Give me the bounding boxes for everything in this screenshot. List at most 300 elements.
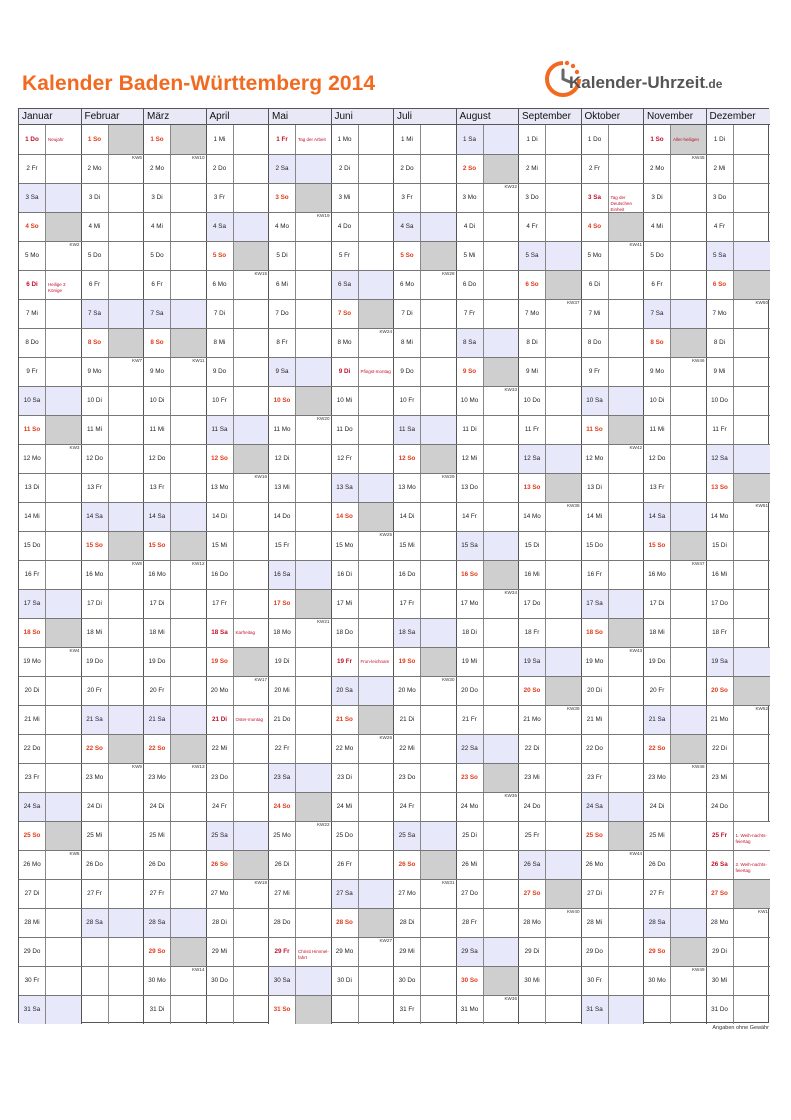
day-label: 28 Sa	[148, 918, 166, 926]
day-cell	[519, 589, 545, 618]
day-cell	[332, 647, 358, 676]
day-cell	[144, 821, 170, 850]
day-label: 2 Mi	[713, 164, 726, 172]
day-label: 19 So	[398, 657, 416, 665]
day-label: 26 Mo	[23, 860, 41, 868]
day-note	[233, 357, 270, 386]
day-cell	[82, 676, 108, 705]
logo-name: Kalender-Uhrzeit	[569, 73, 706, 92]
day-cell	[19, 183, 45, 212]
day-note	[670, 676, 707, 705]
day-cell	[207, 357, 233, 386]
day-note	[170, 734, 207, 763]
day-label: 6 Mo	[400, 280, 414, 288]
day-label: 31 Di	[149, 1005, 165, 1013]
day-label: 20 Do	[461, 686, 478, 694]
month-header: Mai	[269, 109, 332, 125]
day-note	[170, 270, 207, 299]
day-cell	[457, 183, 483, 212]
day-note	[608, 531, 645, 560]
day-cell	[332, 966, 358, 995]
day-label: 24 Di	[649, 802, 665, 810]
day-note	[545, 647, 582, 676]
day-cell	[394, 879, 420, 908]
day-cell	[519, 705, 545, 734]
day-cell	[144, 328, 170, 357]
day-label: 27 Di	[587, 889, 602, 897]
day-cell	[394, 473, 420, 502]
week-number: KW44	[629, 851, 642, 856]
day-note	[170, 212, 207, 241]
day-label: 8 Di	[713, 338, 726, 346]
day-cell	[82, 589, 108, 618]
day-label: 19 Mo	[23, 657, 41, 665]
day-note	[670, 734, 707, 763]
day-cell	[19, 618, 45, 647]
day-note	[483, 676, 520, 705]
day-cell	[519, 676, 545, 705]
day-note	[45, 386, 82, 415]
day-cell	[332, 415, 358, 444]
day-note	[670, 386, 707, 415]
day-note	[483, 792, 520, 821]
day-note	[420, 444, 457, 473]
day-note	[608, 154, 645, 183]
day-label: 5 Sa	[525, 251, 539, 259]
day-note	[733, 444, 771, 473]
day-label: 1 So	[650, 135, 664, 143]
day-label: 23 Mo	[148, 773, 166, 781]
day-cell	[144, 531, 170, 560]
day-label: 18 So	[586, 628, 603, 636]
day-cell	[707, 125, 733, 154]
day-label: 16 Fr	[587, 570, 602, 578]
day-note	[545, 415, 582, 444]
day-cell	[582, 473, 608, 502]
day-label: 29 Di	[712, 947, 727, 955]
day-note	[670, 357, 707, 386]
day-label: 7 Di	[401, 309, 413, 317]
day-cell	[269, 937, 295, 966]
day-cell	[457, 415, 483, 444]
day-note	[295, 560, 332, 589]
day-label: 20 Sa	[336, 686, 353, 694]
day-label: 10 Fr	[212, 396, 227, 404]
day-cell	[144, 154, 170, 183]
day-label: 14 Di	[212, 512, 227, 520]
day-cell	[19, 444, 45, 473]
day-note	[233, 589, 270, 618]
day-label: 1 So	[87, 135, 102, 143]
day-note	[420, 328, 457, 357]
day-note	[545, 821, 582, 850]
day-label: 28 Sa	[648, 918, 666, 926]
day-cell	[582, 676, 608, 705]
day-cell	[644, 676, 670, 705]
day-note	[108, 154, 145, 183]
day-label: 14 Do	[273, 512, 291, 520]
day-note	[483, 270, 520, 299]
day-label: 29 So	[648, 947, 666, 955]
day-label: 7 Mo	[525, 309, 539, 317]
day-note	[420, 473, 457, 502]
day-note	[170, 560, 207, 589]
day-cell	[332, 386, 358, 415]
day-label: 12 So	[398, 454, 416, 462]
day-cell	[269, 589, 295, 618]
day-label: 3 Fr	[213, 193, 226, 201]
day-label: 9 Mi	[526, 367, 538, 375]
day-cell	[207, 270, 233, 299]
day-note	[545, 676, 582, 705]
week-number: KW45	[691, 155, 705, 160]
day-cell	[457, 386, 483, 415]
day-note	[733, 995, 771, 1024]
day-label: 27 Sa	[336, 889, 353, 897]
day-note	[545, 763, 582, 792]
day-label: 13 Di	[587, 483, 602, 491]
day-label: 24 Mo	[460, 802, 479, 810]
day-cell	[644, 966, 670, 995]
day-cell	[457, 792, 483, 821]
day-label: 6 Sa	[338, 280, 351, 288]
day-cell	[19, 212, 45, 241]
day-note	[733, 647, 771, 676]
day-label: 3 Mi	[338, 193, 351, 201]
day-cell	[19, 589, 45, 618]
day-cell	[19, 328, 45, 357]
day-label: 10 Mi	[336, 396, 353, 404]
day-note	[295, 908, 332, 937]
day-note	[108, 473, 145, 502]
holiday-label: Fron-leichnam	[360, 658, 390, 664]
day-cell	[332, 328, 358, 357]
day-note	[608, 850, 645, 879]
day-note	[733, 618, 771, 647]
day-cell	[457, 966, 483, 995]
day-label: 19 Di	[274, 657, 290, 665]
day-label: 27 Di	[24, 889, 40, 897]
day-label: 4 So	[25, 222, 39, 230]
day-cell	[519, 183, 545, 212]
day-note	[295, 647, 332, 676]
day-cell	[82, 763, 108, 792]
day-note	[233, 299, 270, 328]
day-cell	[582, 560, 608, 589]
day-label: 31 Sa	[23, 1005, 41, 1013]
day-note	[233, 328, 270, 357]
day-note	[733, 154, 771, 183]
day-cell	[19, 125, 45, 154]
day-label: 15 Do	[23, 541, 41, 549]
day-label: 12 Mo	[585, 454, 604, 462]
day-cell	[707, 473, 733, 502]
day-label: 17 Fr	[399, 599, 415, 607]
day-cell	[394, 937, 420, 966]
holiday-label: Heilige 3 Könige	[48, 281, 66, 293]
day-note	[545, 908, 582, 937]
day-label: 20 Mi	[274, 686, 290, 694]
day-note	[170, 444, 207, 473]
day-note	[670, 299, 707, 328]
day-note	[45, 241, 82, 270]
day-label: 4 Mi	[151, 222, 163, 230]
day-cell	[582, 647, 608, 676]
day-label: 31 Fr	[399, 1005, 415, 1013]
day-note	[358, 908, 395, 937]
day-cell	[644, 531, 670, 560]
day-label: 23 Mo	[85, 773, 104, 781]
day-cell	[82, 734, 108, 763]
day-label: 16 Fr	[24, 570, 40, 578]
day-label: 27 Mo	[398, 889, 416, 897]
day-label: 5 Do	[650, 251, 664, 259]
day-label: 30 Fr	[24, 976, 40, 984]
day-label: 23 Mi	[524, 773, 540, 781]
day-label: 13 Fr	[149, 483, 165, 491]
day-label: 3 Fr	[401, 193, 413, 201]
day-label: 5 Mo	[587, 251, 602, 259]
day-cell	[269, 183, 295, 212]
day-note	[733, 676, 771, 705]
day-label: 9 Di	[338, 367, 351, 375]
day-note	[45, 560, 82, 589]
week-number: KW31	[441, 880, 455, 885]
day-label: 4 Sa	[213, 222, 226, 230]
day-cell	[394, 502, 420, 531]
day-note	[420, 560, 457, 589]
day-cell	[457, 502, 483, 531]
day-cell	[707, 299, 733, 328]
day-cell	[707, 154, 733, 183]
day-cell	[644, 647, 670, 676]
day-label: 16 Mo	[648, 570, 666, 578]
day-label: 24 Fr	[399, 802, 415, 810]
day-label: 7 Sa	[150, 309, 164, 317]
day-label: 17 Mo	[460, 599, 479, 607]
day-label: 16 Mi	[524, 570, 540, 578]
day-note	[420, 966, 457, 995]
day-label: 25 Mo	[273, 831, 291, 839]
day-cell	[269, 212, 295, 241]
day-cell	[644, 734, 670, 763]
day-label: 31 Mo	[460, 1005, 479, 1013]
day-label: 19 Do	[148, 657, 166, 665]
day-note	[108, 763, 145, 792]
day-cell	[394, 647, 420, 676]
day-cell	[19, 734, 45, 763]
day-cell	[144, 908, 170, 937]
day-label: 12 Do	[86, 454, 103, 462]
day-cell	[19, 763, 45, 792]
day-label: 10 So	[273, 396, 291, 404]
day-label: 20 Fr	[649, 686, 665, 694]
day-label: 14 Mo	[523, 512, 541, 520]
day-note	[295, 618, 332, 647]
day-label: 7 Mo	[712, 309, 727, 317]
day-note	[733, 328, 771, 357]
day-label: 23 Di	[337, 773, 352, 781]
week-number: KW7	[132, 358, 142, 363]
day-cell	[644, 705, 670, 734]
day-note	[733, 763, 771, 792]
day-cell	[519, 908, 545, 937]
week-number: KW28	[441, 271, 455, 276]
day-label: 8 So	[87, 338, 102, 346]
day-note	[545, 792, 582, 821]
day-note	[45, 589, 82, 618]
day-cell	[519, 647, 545, 676]
day-note	[45, 357, 82, 386]
day-cell	[519, 357, 545, 386]
day-label: 26 Mi	[461, 860, 478, 868]
day-note	[483, 705, 520, 734]
day-label: 5 So	[400, 251, 414, 259]
day-label: 21 Sa	[86, 715, 103, 723]
day-note	[295, 328, 332, 357]
day-note	[483, 734, 520, 763]
day-cell	[394, 415, 420, 444]
day-cell	[394, 763, 420, 792]
day-cell	[394, 386, 420, 415]
day-label: 9 So	[462, 367, 477, 375]
day-note	[170, 241, 207, 270]
day-label: 10 Do	[523, 396, 541, 404]
day-note	[545, 212, 582, 241]
day-label: 28 Sa	[86, 918, 103, 926]
day-note	[233, 792, 270, 821]
month-header: August	[457, 109, 520, 125]
day-note	[358, 966, 395, 995]
day-cell	[457, 328, 483, 357]
day-label: 25 Fr	[711, 831, 728, 839]
day-note	[608, 937, 645, 966]
month-header: April	[207, 109, 270, 125]
day-cell	[707, 531, 733, 560]
day-note	[358, 879, 395, 908]
day-note	[670, 270, 707, 299]
day-cell	[144, 241, 170, 270]
day-note	[233, 705, 270, 734]
day-cell	[82, 879, 108, 908]
day-note	[608, 328, 645, 357]
day-note	[170, 966, 207, 995]
day-label: 4 Do	[337, 222, 352, 230]
month-header: Oktober	[582, 109, 645, 125]
day-note	[170, 183, 207, 212]
day-note	[733, 937, 771, 966]
day-cell	[332, 212, 358, 241]
day-note	[545, 473, 582, 502]
week-number: KW49	[691, 967, 705, 972]
day-cell	[82, 473, 108, 502]
day-note	[733, 357, 771, 386]
day-label: 14 So	[336, 512, 353, 520]
day-cell	[394, 270, 420, 299]
day-note	[108, 183, 145, 212]
day-cell	[707, 734, 733, 763]
day-cell	[519, 966, 545, 995]
day-label: 4 Fr	[526, 222, 538, 230]
day-cell	[457, 560, 483, 589]
day-note	[733, 560, 771, 589]
day-note	[483, 328, 520, 357]
day-label: 25 Di	[462, 831, 477, 839]
day-label: 11 Fr	[524, 425, 540, 433]
day-cell	[332, 241, 358, 270]
day-cell	[707, 212, 733, 241]
day-note	[108, 734, 145, 763]
day-label: 16 Mo	[85, 570, 104, 578]
day-cell	[82, 154, 108, 183]
day-cell	[144, 879, 170, 908]
month-header: März	[144, 109, 207, 125]
day-label: 11 Mo	[273, 425, 291, 433]
day-note	[420, 154, 457, 183]
day-note	[608, 560, 645, 589]
day-cell	[519, 212, 545, 241]
day-cell	[707, 270, 733, 299]
day-label: 9 Mo	[150, 367, 164, 375]
day-note	[108, 299, 145, 328]
day-label: 27 Do	[461, 889, 478, 897]
day-note	[170, 937, 207, 966]
week-number: KW26	[379, 735, 392, 740]
day-note	[670, 966, 707, 995]
day-cell	[82, 444, 108, 473]
day-label: 11 So	[586, 425, 603, 433]
day-cell	[457, 676, 483, 705]
day-cell	[644, 328, 670, 357]
day-cell	[707, 995, 733, 1024]
day-label: 15 So	[648, 541, 666, 549]
day-cell	[207, 212, 233, 241]
day-cell	[269, 444, 295, 473]
day-note	[358, 328, 395, 357]
day-note	[608, 241, 645, 270]
day-cell	[269, 647, 295, 676]
day-label: 10 Di	[87, 396, 102, 404]
day-cell	[457, 589, 483, 618]
day-label: 11 Do	[336, 425, 353, 433]
week-number: KW8	[132, 561, 142, 566]
day-label: 30 Mi	[711, 976, 728, 984]
day-label: 13 So	[523, 483, 541, 491]
day-note	[608, 212, 645, 241]
day-label: 14 Mi	[24, 512, 40, 520]
day-note	[45, 299, 82, 328]
day-label: 31 Do	[711, 1005, 728, 1013]
day-cell	[457, 473, 483, 502]
day-cell	[707, 850, 733, 879]
day-note	[483, 647, 520, 676]
day-note	[358, 473, 395, 502]
day-note	[670, 850, 707, 879]
day-note	[420, 241, 457, 270]
day-label: 14 Mo	[710, 512, 729, 520]
day-label: 5 Mi	[463, 251, 476, 259]
day-label: 11 So	[23, 425, 41, 433]
day-note	[608, 647, 645, 676]
day-label: 9 Fr	[26, 367, 38, 375]
day-note	[108, 908, 145, 937]
day-cell	[394, 734, 420, 763]
day-cell	[207, 154, 233, 183]
day-label: 6 Fr	[651, 280, 663, 288]
day-note	[108, 531, 145, 560]
day-note	[45, 676, 82, 705]
day-note	[108, 618, 145, 647]
